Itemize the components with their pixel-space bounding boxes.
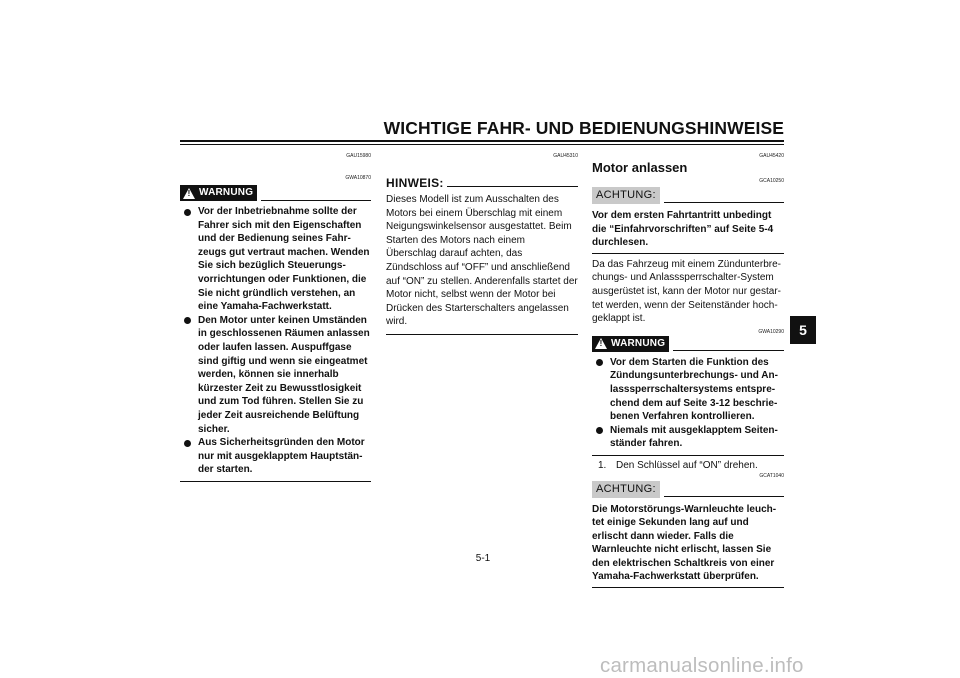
bullet-icon [184,317,191,324]
caution-text: Die Motorstörungs-Warnleuchte leuchtet einige Sekunden lang auf und erlischt dann wieder. Falls die Warnleuchte nicht erlischt, lassen Sie den elektrischen Schaltkreis von einer Yamaha-Fachwerkstatt überprüfen. [592,503,777,583]
caution-label: ACHTUNG: [592,187,660,204]
section-end-rule [592,253,784,254]
caution-heading [592,481,784,498]
page-number: 5-1 [475,553,491,564]
bullet-icon [596,427,603,434]
heading-rule [673,350,784,351]
list-item-text: Aus Sicherheitsgründen den Motor nur mit ausgeklapptem Hauptständer starten. [198,437,365,476]
list-item [180,205,371,314]
caution-label: ACHTUNG: [592,481,660,498]
list-item-text: Vor der Inbetriebnahme sollte der Fahrer sich mit den Eigenschaften und der Bedienung seines Fahrzeugs gut vertraut machen. Wenden Sie sich bezüglich Steuerungsvorrichtungen oder Funktionen, die Sie nicht gründlich verstehen, an eine Yamaha-Fachwerkstatt. [198,206,370,313]
warning-label: WARNUNG [611,337,666,349]
warning-list [180,205,371,477]
section-end-rule [592,587,784,588]
list-item [180,436,371,477]
warning-triangle-icon: ! [183,188,195,199]
warning-label: WARNUNG [199,187,254,198]
reference-code: GCA10250 [759,178,784,184]
heading-rule [664,496,784,497]
caution-text: Vor dem ersten Fahrtantritt unbedingt die “Einfahrvorschriften” auf Seite 5-4 durchlesen. [592,210,774,249]
column-left [180,153,371,482]
reference-code: GAU45420 [759,153,784,159]
section-end-rule [180,481,371,482]
step-text: Den Schlüssel auf “ON” drehen. [616,459,758,471]
list-item-text: Niemals mit ausgeklapptem Seitenständer fahren. [610,424,778,450]
section-end-rule [386,334,578,335]
page-title: WICHTIGE FAHR- UND BEDIENUNGSHINWEISE [383,118,784,138]
note-label: HINWEIS: [386,176,444,190]
note-text: Dieses Modell ist zum Ausschalten des Motors bei einem Überschlag mit einem Neigungswinkelsensor ausgestattet. Beim Starten des Motors nach einem Überschlag darauf achten, das Zündschloss auf “OFF” und anschließend auf “ON” zu stellen. Anderenfalls startet der Motor nicht, selbst wenn der Motor bei Drücken des Starterschalters angelassen wird. [386,194,578,328]
warning-label-box [592,336,669,352]
warning-list [592,356,784,451]
step-number: 1. [598,459,607,471]
list-item [592,356,784,424]
warning-heading [592,336,784,352]
reference-code: GAU45310 [553,153,578,159]
reference-code: GWA10290 [758,328,784,335]
bullet-icon [184,209,191,216]
list-item [180,314,371,436]
column-middle [386,153,578,335]
bullet-icon [184,440,191,447]
caution-heading [592,187,784,204]
list-item-text: Vor dem Starten die Funktion des Zündungsunterbrechungs- und Anlasssperrschaltersystems entsprechend dem auf Seite 3-12 beschriebenen Verfahren kontrollieren. [610,356,778,423]
reference-code: GAU15980 [346,153,371,159]
chapter-tab: 5 [790,316,816,344]
note-heading [386,176,578,190]
warning-triangle-icon: ! [595,338,607,349]
section-title: Motor anlassen [592,160,688,175]
section-end-rule [592,455,784,456]
reference-code: GCAT1040 [759,472,784,479]
bullet-icon [596,359,603,366]
watermark: carmanualsonline.info [600,654,804,677]
column-right [592,153,784,588]
list-item [592,424,784,451]
body-text: Da das Fahrzeug mit einem Zündunterbrechungs- und Anlasssperrschalter-System ausgerüstet ist, kann der Motor nur gestartet werden, wenn der Seitenständer hochgeklappt ist. [592,258,781,325]
header-rule-thick [180,140,784,142]
warning-label-box [180,185,257,201]
header-rule-thin [180,144,784,145]
list-item-text: Den Motor unter keinen Umständen in geschlossenen Räumen anlassen oder laufen lassen. Auspuffgase sind giftig und wenn sie eingeatmet werden, können sie innerhalb kürzester Zeit zu Bewusstlosigkeit und zum Tod führen. Stellen Sie zu jeder Zeit ausreichende Belüftung sicher. [198,314,370,435]
step-item [592,459,784,473]
heading-rule [664,202,784,203]
warning-heading [180,185,371,201]
heading-rule [261,200,371,201]
reference-code: GWA10870 [345,175,371,181]
heading-rule [447,186,578,187]
